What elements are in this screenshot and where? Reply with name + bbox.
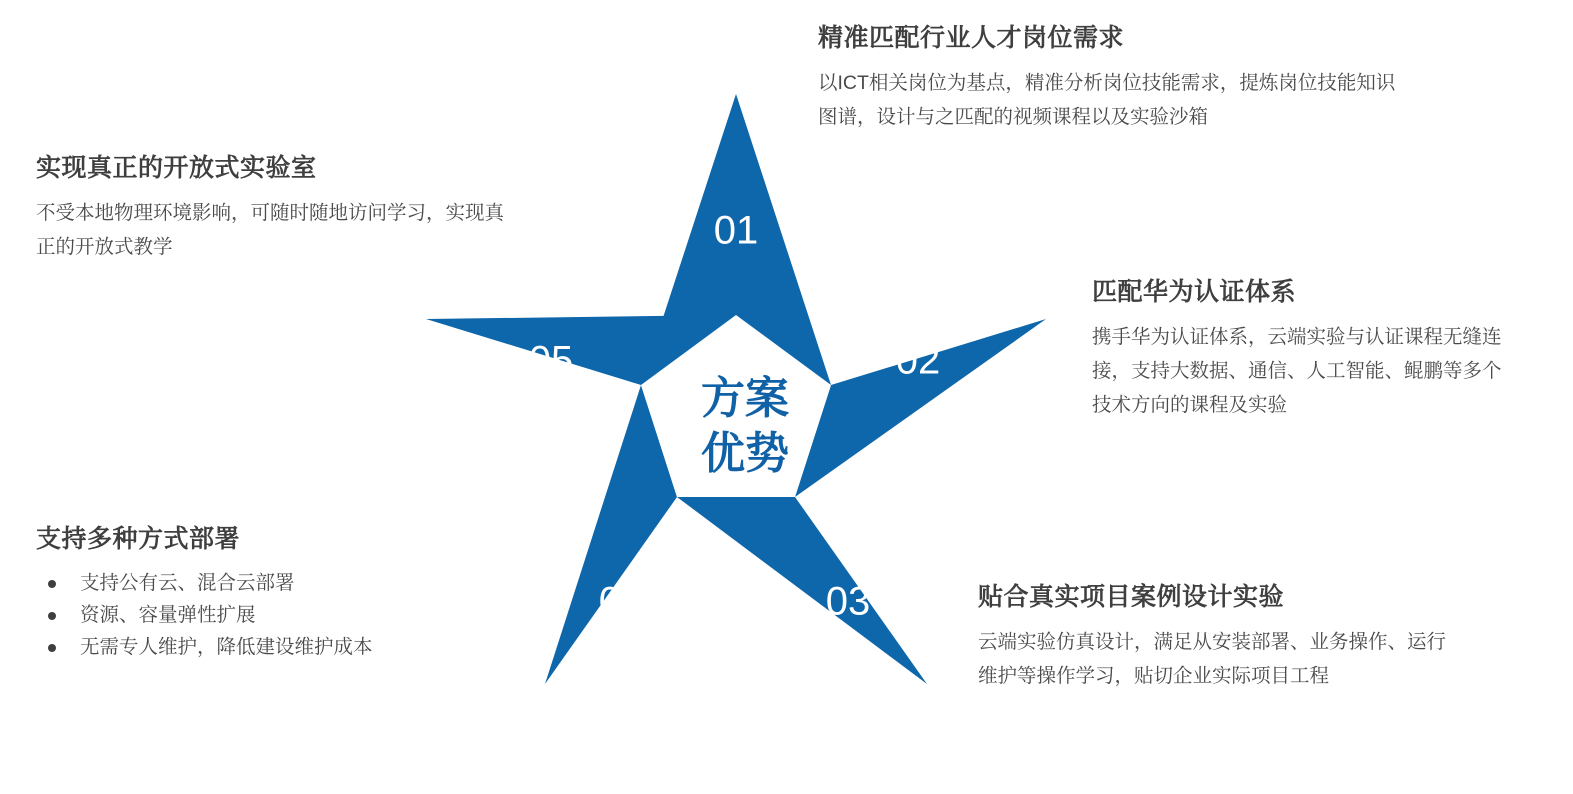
advantage-title-03: 贴合真实项目案例设计实验 [978,583,1285,611]
advantage-title-02: 匹配华为认证体系 [1092,278,1297,306]
star-number-02: 02 [895,338,941,383]
advantage-block-03 [978,577,1458,693]
star-number-01: 01 [713,208,759,253]
advantage-title-01: 精准匹配行业人才岗位需求 [818,24,1125,52]
advantage-block-05 [36,148,506,264]
advantage-body-03: 云端实验仿真设计，满足从安装部署、业务操作、运行维护等操作学习，贴切企业实际项目工程 [978,631,1447,687]
list-item: 无需专人维护，降低建设维护成本 [36,631,466,663]
star-number-03: 03 [825,579,871,624]
advantage-body-05: 不受本地物理环境影响，可随时随地访问学习，实现真正的开放式教学 [36,202,505,258]
center-label-line1: 方案 [701,374,789,423]
list-item: 资源、容量弹性扩展 [36,599,466,631]
advantage-body-02: 携手华为认证体系，云端实验与认证课程无缝连接，支持大数据、通信、人工智能、鲲鹏等多个技术方向的课程及实验 [1092,326,1502,416]
advantage-block-01 [818,18,1403,134]
star-number-04: 04 [598,579,644,624]
advantage-block-04 [36,519,466,663]
star-point-03 [677,497,927,684]
advantage-bullet-list-04 [36,567,466,663]
advantage-title-04: 支持多种方式部署 [36,525,241,553]
advantage-title-05: 实现真正的开放式实验室 [36,154,317,182]
advantage-block-02 [1092,272,1512,422]
advantage-body-01: 以ICT相关岗位为基点，精准分析岗位技能需求，提炼岗位技能知识图谱，设计与之匹配的视频课程以及实验沙箱 [818,72,1396,128]
center-label-line2: 优势 [701,429,789,478]
list-item: 支持公有云、混合云部署 [36,567,466,599]
star-number-05: 05 [528,338,574,383]
